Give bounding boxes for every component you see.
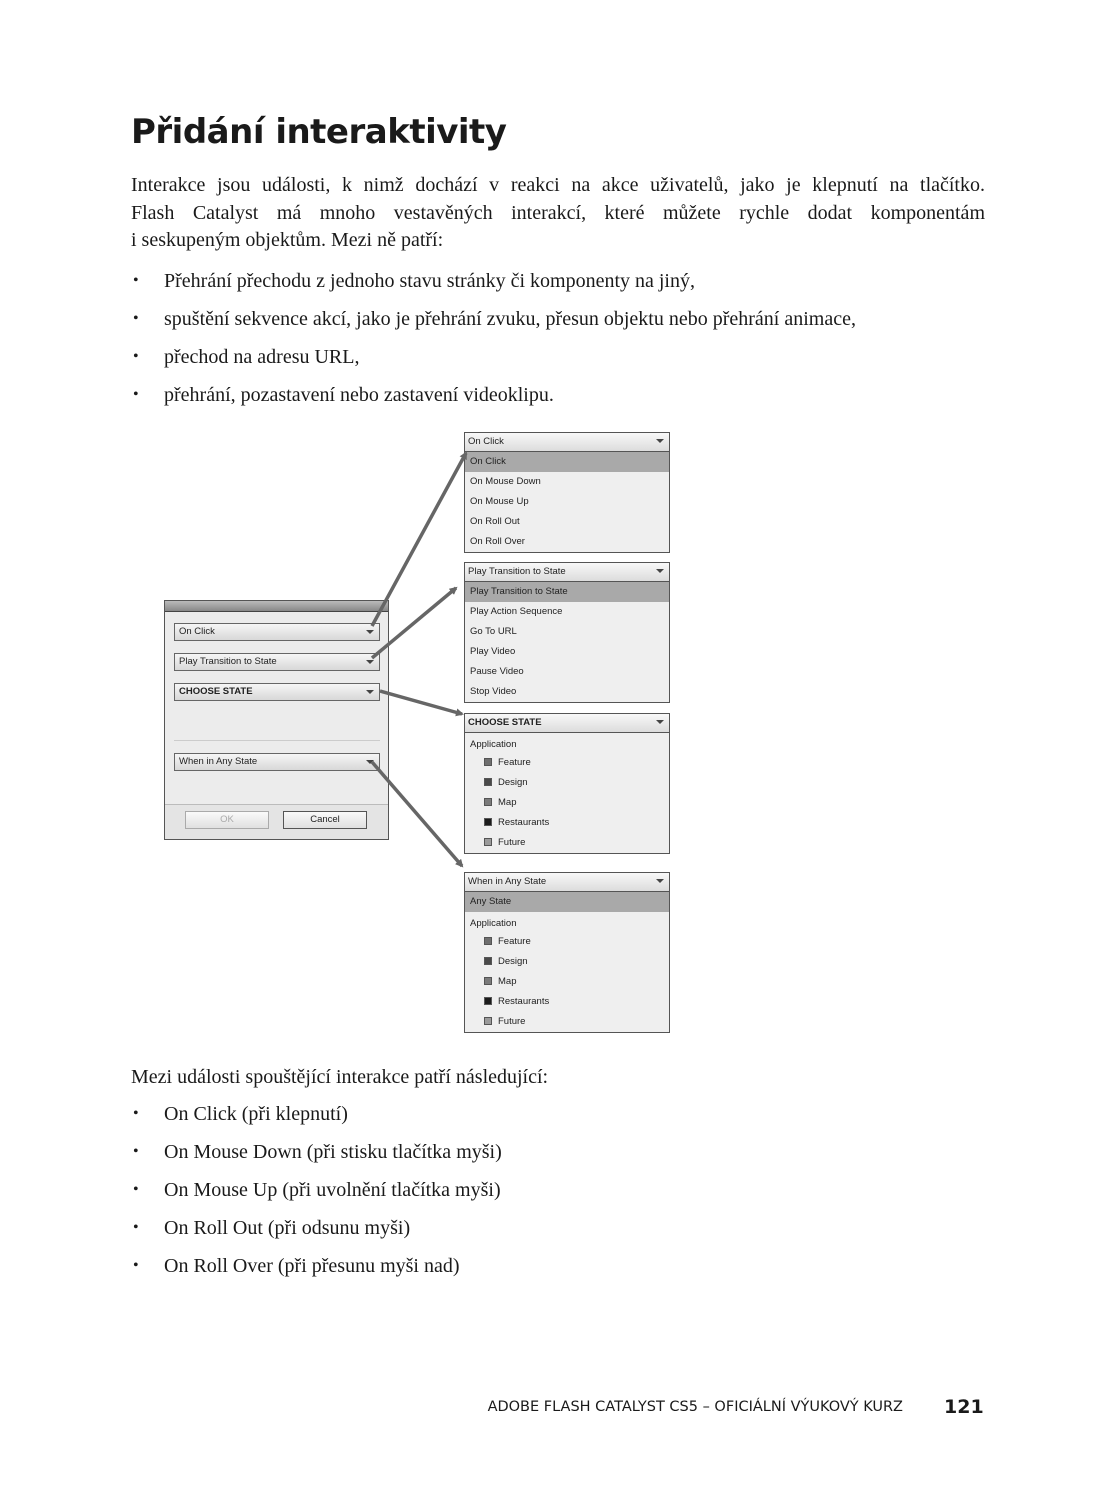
menu-item[interactable]: Feature (465, 932, 669, 952)
footer-book-title: ADOBE FLASH CATALYST CS5 – OFICIÁLNÍ VÝUKOVÝ KURZ (487, 1399, 903, 1415)
events-intro: Mezi události spouštějící interakce patří následující: (131, 1066, 549, 1088)
menu-item[interactable]: On Roll Over (470, 536, 525, 547)
menu-item[interactable]: Future (465, 1012, 669, 1032)
actions-dropdown-header[interactable]: Play Transition to State (465, 563, 669, 582)
arrow-actions (372, 588, 456, 658)
menu-item[interactable]: Map (465, 793, 669, 813)
menu-item[interactable]: On Mouse Down (470, 476, 541, 487)
menu-item[interactable]: Design (465, 952, 669, 972)
menu-item[interactable]: Play Video (470, 646, 516, 657)
menu-item[interactable]: Any State (465, 892, 669, 912)
event-dropdown[interactable]: On Click (174, 623, 380, 641)
condition-dropdown[interactable]: When in Any State (174, 753, 380, 771)
menu-item[interactable]: Future (465, 833, 669, 853)
menu-item[interactable]: On Click (465, 452, 669, 472)
menu-item[interactable]: Pause Video (470, 666, 524, 677)
event-bullet-list (131, 1101, 502, 1291)
list-item: • přechod na adresu URL, (133, 346, 360, 368)
intro-line: Interakce jsou události, k nimž dochází v reakci na akce uživatelů, jako je klepnutí na tlačítko. (131, 174, 985, 196)
menu-item[interactable]: Stop Video (470, 686, 517, 697)
cancel-button[interactable]: Cancel (283, 811, 367, 829)
arrow-conditions (372, 762, 462, 866)
ok-button[interactable]: OK (185, 811, 269, 829)
states-dropdown-header[interactable]: CHOOSE STATE (465, 714, 669, 733)
list-item: • Přehrání přechodu z jednoho stavu stránky či komponenty na jiný, (133, 270, 695, 292)
list-item: • On Mouse Up (při uvolnění tlačítka myši) (133, 1179, 501, 1201)
menu-item[interactable]: On Roll Out (470, 516, 520, 527)
group-label: Application (470, 739, 517, 750)
menu-item[interactable]: Design (465, 773, 669, 793)
intro-line: Flash Catalyst má mnoho vestavěných interakcí, které můžete rychle dodat komponentám (131, 201, 985, 224)
list-item: • spuštění sekvence akcí, jako je přehrání zvuku, přesun objektu nebo přehrání animace, (133, 308, 856, 330)
menu-item[interactable]: Play Action Sequence (470, 606, 563, 617)
intro-line: i seskupeným objektům. Mezi ně patří: (131, 229, 444, 251)
arrow-events (372, 453, 466, 626)
target-state-dropdown[interactable]: CHOOSE STATE (174, 683, 380, 701)
menu-item[interactable]: Restaurants (465, 992, 669, 1012)
menu-item[interactable]: Restaurants (465, 813, 669, 833)
menu-item[interactable]: Feature (465, 753, 669, 773)
menu-item[interactable]: Map (465, 972, 669, 992)
list-item: • On Click (při klepnutí) (133, 1103, 348, 1125)
list-item: • On Mouse Down (při stisku tlačítka myši) (133, 1141, 502, 1163)
conditions-dropdown-header[interactable]: When in Any State (465, 873, 669, 892)
list-item: • přehrání, pozastavení nebo zastavení videoklipu. (133, 384, 554, 406)
page-number: 121 (944, 1396, 984, 1418)
arrow-states (380, 691, 462, 714)
list-item: • On Roll Out (při odsunu myši) (133, 1217, 411, 1239)
events-dropdown-header[interactable]: On Click (465, 433, 669, 452)
group-label: Application (470, 918, 517, 929)
menu-item[interactable]: Go To URL (470, 626, 517, 637)
menu-item[interactable]: Play Transition to State (465, 582, 669, 602)
page-title: Přidání interaktivity (131, 112, 507, 152)
action-dropdown[interactable]: Play Transition to State (174, 653, 380, 671)
menu-item[interactable]: On Mouse Up (470, 496, 529, 507)
list-item: • On Roll Over (při přesunu myši nad) (133, 1255, 460, 1277)
